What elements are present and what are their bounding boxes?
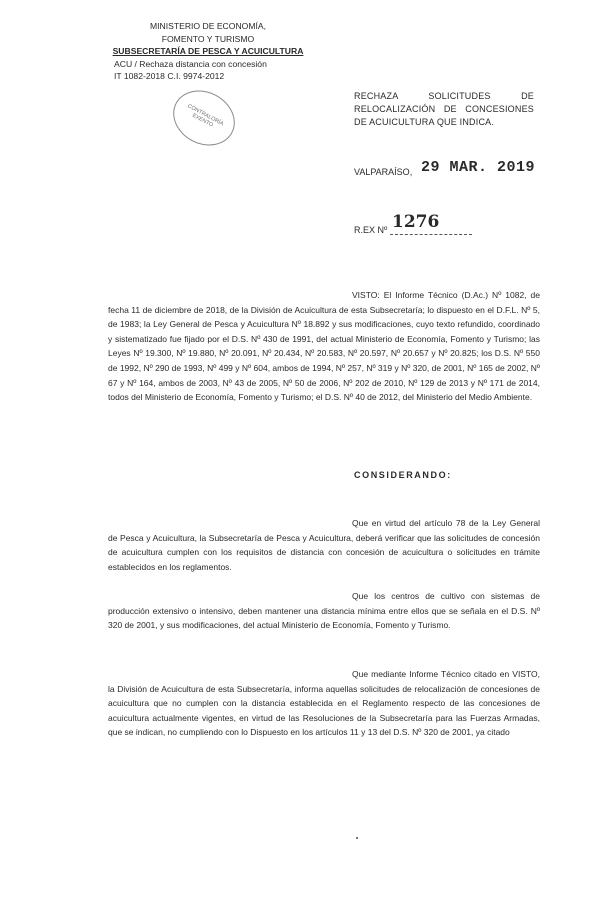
ministry-name: MINISTERIO DE ECONOMÍA,: [149, 21, 267, 31]
rex-underline: [390, 234, 472, 235]
visto-paragraph: VISTO: El Informe Técnico (D.Ac.) Nº 1082, de fecha 11 de diciembre de 2018, de la División de Acuicultura de esta Subsecretaría; lo dispuesto en el D.F.L. Nº 5, de 1983; la Ley General de Pesca y Acuicultura Nº 18.892 y sus modificaciones, cuyo texto refundido, coordinado y sistematizado fue fijado por el D.S. Nº 430 de 1991, del actual Ministerio de Economía, Fomento y Turismo; las Leyes Nº 19.300, Nº 19.880, Nº 20.091, Nº 20.434, Nº 20.583, Nº 20.597, Nº 20.657 y Nº 20.825; los D.S. Nº 550 de 1992, Nº 290 de 1993, Nº 499 y Nº 604, ambos de 1994, Nº 257, Nº 319 y Nº 320, de 2001, Nº 165 de 2002, Nº 67 y Nº 164, ambos de 2003, Nº 43 de 2005, Nº 50 de 2006, Nº 202 de 2010, Nº 129 de 2013 y Nº 171 de 2014, todos del Ministerio de Economía, Fomento y Turismo; el D.S. Nº 40 de 2012, del Ministerio del Medio Ambiente.: [108, 290, 540, 403]
document-reference: ACU / Rechaza distancia con concesión: [114, 58, 267, 69]
letterhead: [108, 20, 308, 83]
considerando-paragraph-1: Que en virtud del artículo 78 de la Ley General de Pesca y Acuicultura, la Subsecretaría de Pesca y Acuicultura, deberá verificar que las solicitudes de concesión de acuicultura cumplen con los requisitos de distancia con concesión de acuicultura o solicitudes en trámite establecidos en los reglamentos.: [108, 518, 540, 572]
considerando-paragraph-3: Que mediante Informe Técnico citado en VISTO, la División de Acuicultura de esta Subsecretaría, informa aquellas solicitudes de relocalización de concesiones de acuicultura que no cumplen con la distancia establecida en el Reglamento respecto de las concesiones de acuicultura actualmente vigentes, en virtud de las Resoluciones de la Subsecretaría para las Fuerzas Armadas, que se indican, no cumpliendo con lo Dispuesto en los artículos 11 y 13 del D.S. Nº 320 de 2001, ya citado: [108, 669, 540, 738]
stamp-text: CONTRALORÍA EXENTO: [186, 103, 225, 129]
considerando-heading: CONSIDERANDO:: [354, 470, 452, 480]
scan-speck: [356, 837, 358, 839]
date-stamp: 29 MAR. 2019: [421, 159, 536, 176]
document-code: IT 1082-2018 C.I. 9974-2012: [114, 71, 225, 82]
rex-label: R.EX Nº: [354, 225, 388, 235]
rex-number: 1276: [392, 212, 440, 232]
considerando-paragraph-2: Que los centros de cultivo con sistemas de producción extensivo o intensivo, deben mantener una distancia mínima entre ellos que se señala en el D.S. Nº 320 de 2001, y sus modificaciones, del actual Ministerio de Economía, Fomento y Turismo.: [108, 591, 540, 631]
resolution-title: RECHAZA SOLICITUDES DE RELOCALIZACIÓN DE CONCESIONES DE ACUICULTURA QUE INDICA.: [354, 91, 534, 127]
official-stamp: [164, 80, 245, 156]
place-label: VALPARAÍSO,: [354, 167, 413, 177]
ministry-subname: FOMENTO Y TURISMO: [161, 33, 255, 44]
subsecretaria-name: SUBSECRETARÍA DE PESCA Y ACUICULTURA: [112, 46, 304, 57]
